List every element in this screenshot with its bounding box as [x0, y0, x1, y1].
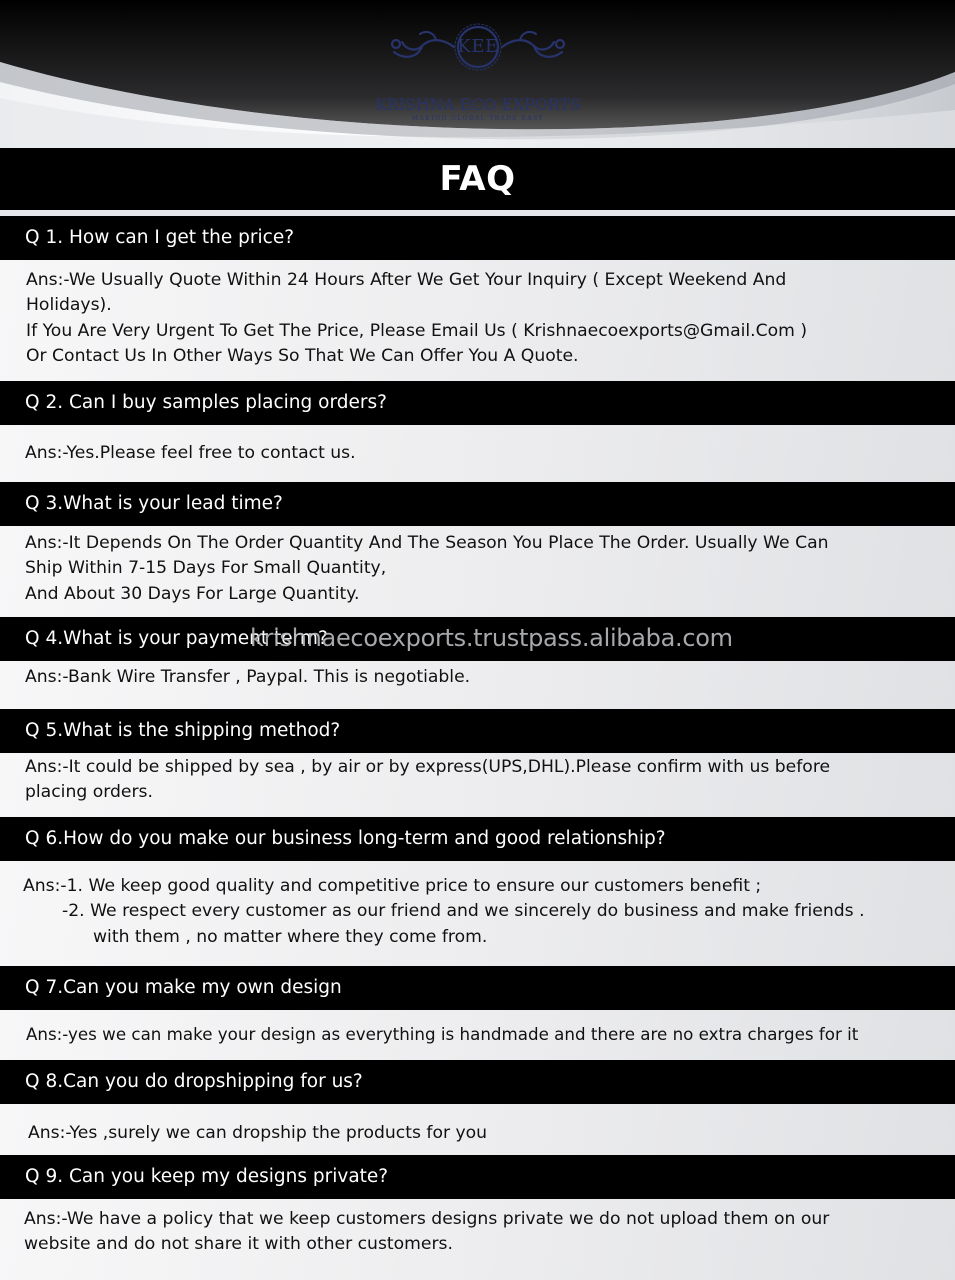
faq-answer-5: [0, 753, 955, 817]
faq-answer-2: [0, 425, 955, 482]
answer-line: with them , no matter where they come from.: [93, 927, 488, 947]
answer-line: website and do not share it with other customers.: [24, 1234, 453, 1254]
answer-line: -2. We respect every customer as our friend and we sincerely do business and make friends .: [62, 901, 865, 921]
faq-question-2: [0, 381, 955, 425]
faq-question-5: [0, 709, 955, 753]
question-text: Q 1. How can I get the price?: [25, 227, 295, 248]
answer-line: Ans:-We have a policy that we keep customers designs private we do not upload them on our: [24, 1209, 830, 1229]
logo-initials: KEE: [457, 36, 499, 57]
question-text: Q 8.Can you do dropshipping for us?: [25, 1071, 363, 1092]
page-title: FAQ: [439, 159, 516, 199]
faq-answer-3: [0, 526, 955, 617]
question-text: Q 9. Can you keep my designs private?: [25, 1166, 389, 1187]
faq-answer-9: [0, 1199, 955, 1280]
header-banner: [0, 0, 955, 148]
answer-line: Ans:-Yes ,surely we can dropship the products for you: [28, 1123, 488, 1143]
faq-question-1: [0, 216, 955, 260]
answer-line: If You Are Very Urgent To Get The Price, Please Email Us ( Krishnaecoexports@Gmail.Com ): [26, 321, 808, 341]
faq-answer-6: [0, 861, 955, 966]
answer-line: Ans:-It could be shipped by sea , by air or by express(UPS,DHL).Please confirm with us before: [25, 757, 831, 777]
answer-line: And About 30 Days For Large Quantity.: [25, 584, 360, 604]
faq-question-6: [0, 817, 955, 861]
answer-line: Ans:-It Depends On The Order Quantity And The Season You Place The Order. Usually We Can: [25, 533, 829, 553]
answer-line: Or Contact Us In Other Ways So That We Can Offer You A Quote.: [26, 346, 579, 366]
answer-line: Ans:-Bank Wire Transfer , Paypal. This is negotiable.: [25, 667, 471, 687]
company-tagline: MAKING GLOBAL TRADE EASY: [412, 115, 544, 122]
faq-question-8: [0, 1060, 955, 1104]
site-watermark: krishnaecoexports.trustpass.alibaba.com: [250, 624, 733, 652]
question-text: Q 7.Can you make my own design: [25, 977, 342, 998]
faq-question-9: [0, 1155, 955, 1199]
kee-emblem-icon: [372, 20, 584, 94]
question-text: Q 4.What is your payment term?: [25, 628, 328, 649]
answer-line: Ans:-We Usually Quote Within 24 Hours After We Get Your Inquiry ( Except Weekend And: [26, 270, 787, 290]
answer-line: Holidays).: [26, 295, 112, 315]
faq-question-7: [0, 966, 955, 1010]
company-logo: [372, 20, 584, 122]
faq-answer-4: [0, 661, 955, 709]
faq-question-3: [0, 482, 955, 526]
question-text: Q 5.What is the shipping method?: [25, 720, 341, 741]
faq-answer-8: [0, 1104, 955, 1155]
answer-line: placing orders.: [25, 782, 153, 802]
answer-line: Ans:-Yes.Please feel free to contact us.: [25, 443, 356, 463]
question-text: Q 3.What is your lead time?: [25, 493, 283, 514]
question-text: Q 6.How do you make our business long-term and good relationship?: [25, 828, 666, 849]
faq-answer-7: [0, 1010, 955, 1060]
faq-answer-1: [0, 260, 955, 381]
answer-line: Ship Within 7-15 Days For Small Quantity,: [25, 558, 387, 578]
company-name: KRISHNA ECO EXPORTS: [375, 96, 581, 114]
question-text: Q 2. Can I buy samples placing orders?: [25, 392, 387, 413]
faq-title-band: [0, 148, 955, 210]
answer-line: Ans:-yes we can make your design as everything is handmade and there are no extra charges for it: [26, 1024, 859, 1044]
answer-line: Ans:-1. We keep good quality and competitive price to ensure our customers benefit ;: [23, 876, 762, 896]
